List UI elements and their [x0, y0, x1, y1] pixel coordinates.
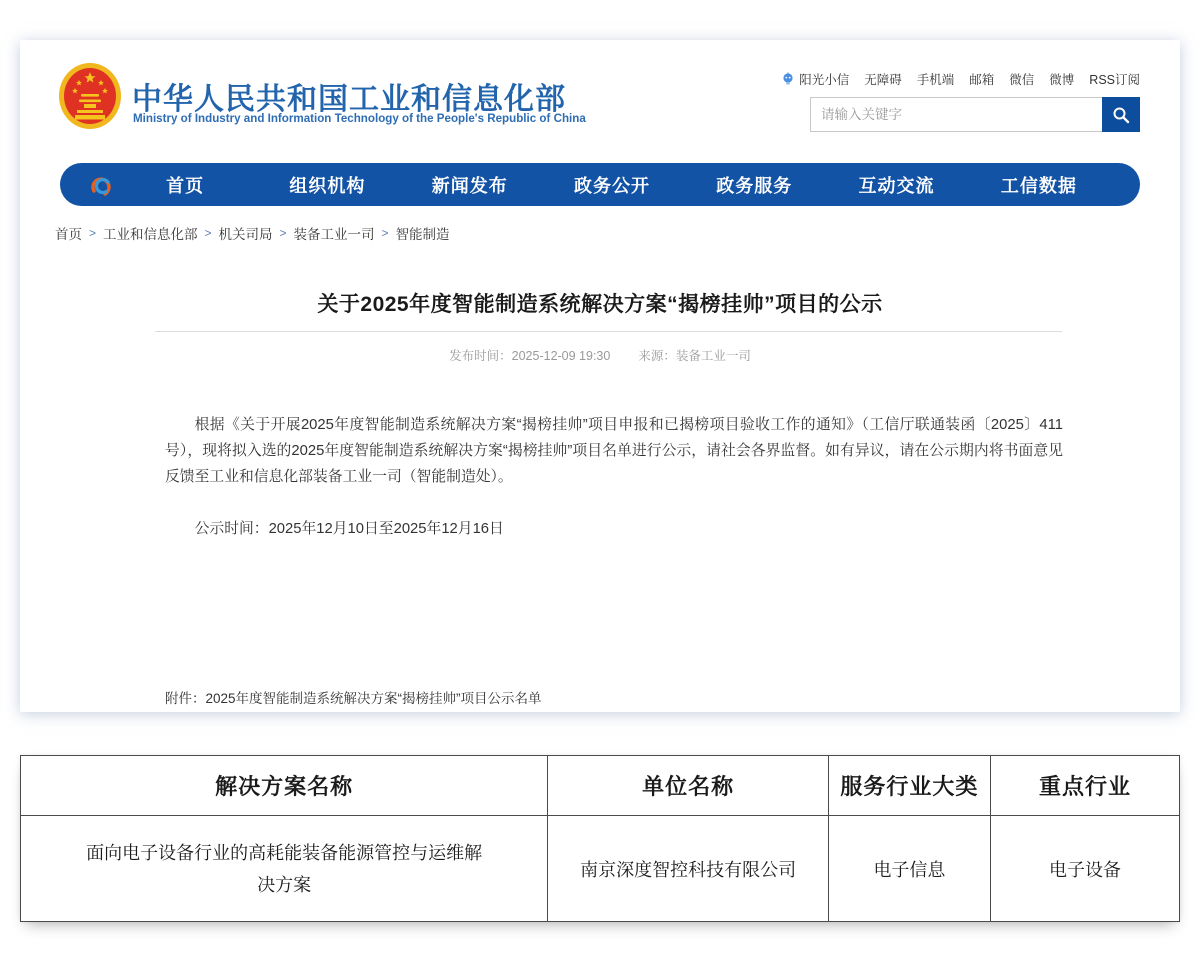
- cell-solution-name: 面向电子设备行业的高耗能装备能源管控与运维解决方案: [21, 816, 548, 922]
- nav-item-gov-disclosure[interactable]: 政务公开: [573, 175, 650, 196]
- breadcrumb-equipment-dept[interactable]: 装备工业一司: [293, 227, 375, 242]
- quick-link-weibo[interactable]: 微博: [1049, 73, 1075, 87]
- title-divider: [155, 331, 1062, 332]
- nav-item-organization[interactable]: 组织机构: [289, 175, 366, 196]
- search-icon: [1112, 106, 1130, 124]
- cell-key-industry: 电子设备: [991, 816, 1180, 922]
- publicity-period: 公示时间：2025年12月10日至2025年12月16日: [194, 521, 504, 537]
- page-card: [20, 40, 1180, 712]
- nav-item-home[interactable]: 首页: [166, 175, 205, 196]
- nav-item-interaction[interactable]: 互动交流: [858, 175, 935, 196]
- project-publicity-table: [20, 755, 1180, 922]
- quick-link-wechat[interactable]: 微信: [1009, 73, 1035, 87]
- quick-link-mail[interactable]: 邮箱: [969, 73, 995, 87]
- site-subtitle-en: Ministry of Industry and Information Technology of the People's Republic of China: [133, 112, 586, 125]
- quick-link-label: 阳光小信: [799, 73, 850, 87]
- nav-items: [114, 172, 1110, 198]
- site-header: [20, 40, 1180, 163]
- breadcrumb-miit[interactable]: 工业和信息化部: [103, 227, 198, 242]
- national-emblem-logo: [58, 62, 122, 130]
- publish-time-value: 2025-12-09 19:30: [511, 349, 611, 363]
- breadcrumb-smart-manufacturing[interactable]: 智能制造: [395, 227, 450, 242]
- quick-link-rss[interactable]: RSS订阅: [1089, 73, 1140, 87]
- breadcrumb-separator: >: [204, 226, 212, 240]
- nav-item-gov-services[interactable]: 政务服务: [716, 175, 793, 196]
- header-company-name: 单位名称: [548, 756, 828, 816]
- table-row: [21, 816, 1180, 922]
- attachment-link[interactable]: 附件：2025年度智能制造系统解决方案“揭榜挂帅”项目公示名单: [165, 691, 542, 706]
- breadcrumb-separator: >: [279, 226, 287, 240]
- header-solution-name: 解决方案名称: [21, 756, 548, 816]
- breadcrumb-separator: >: [381, 226, 389, 240]
- site-title: 中华人民共和国工业和信息化部: [132, 83, 566, 116]
- miit-swirl-logo-icon: [86, 171, 114, 199]
- article-paragraph: 根据《关于开展2025年度智能制造系统解决方案“揭榜挂帅”项目申报和已揭榜项目验收工作的通知》（工信厅联通装函〔2025〕411号），现将拟入选的2025年度智能制造系统解决方案“揭榜挂帅”项目名单进行公示，请社会各界监督。如有异议，请在公示期内将书面意见反馈至工业和信息化部装备工业一司（智能制造处）。: [165, 417, 1063, 485]
- article-meta: [20, 346, 1180, 364]
- quick-link-mobile[interactable]: 手机端: [916, 73, 955, 87]
- article-title: 关于2025年度智能制造系统解决方案“揭榜挂帅”项目的公示: [317, 293, 883, 316]
- quick-link-sunshine[interactable]: [781, 70, 849, 88]
- cell-industry-category: 电子信息: [828, 816, 990, 922]
- sunshine-assistant-icon: [781, 72, 795, 86]
- nav-item-data[interactable]: 工信数据: [1000, 175, 1077, 196]
- quick-links: [781, 70, 1140, 88]
- cell-company-name: 南京深度智控科技有限公司: [548, 816, 828, 922]
- main-navbar: [60, 163, 1140, 206]
- publish-time-label: 发布时间：: [449, 349, 512, 363]
- breadcrumb-departments[interactable]: 机关司局: [218, 227, 273, 242]
- search-bar: [810, 97, 1140, 132]
- search-button[interactable]: [1102, 97, 1140, 132]
- quick-link-accessibility[interactable]: 无障碍: [864, 73, 902, 87]
- breadcrumb-home[interactable]: 首页: [55, 227, 82, 242]
- nav-item-news[interactable]: 新闻发布: [431, 175, 508, 196]
- search-input[interactable]: [810, 97, 1102, 132]
- header-industry-category: 服务行业大类: [828, 756, 990, 816]
- table-header-row: [21, 756, 1180, 816]
- breadcrumb: [55, 223, 450, 243]
- source-value: 装备工业一司: [675, 349, 751, 363]
- source-label: 来源：: [638, 349, 676, 363]
- header-key-industry: 重点行业: [991, 756, 1180, 816]
- breadcrumb-separator: >: [89, 226, 97, 240]
- attachment-table-card: [20, 755, 1180, 921]
